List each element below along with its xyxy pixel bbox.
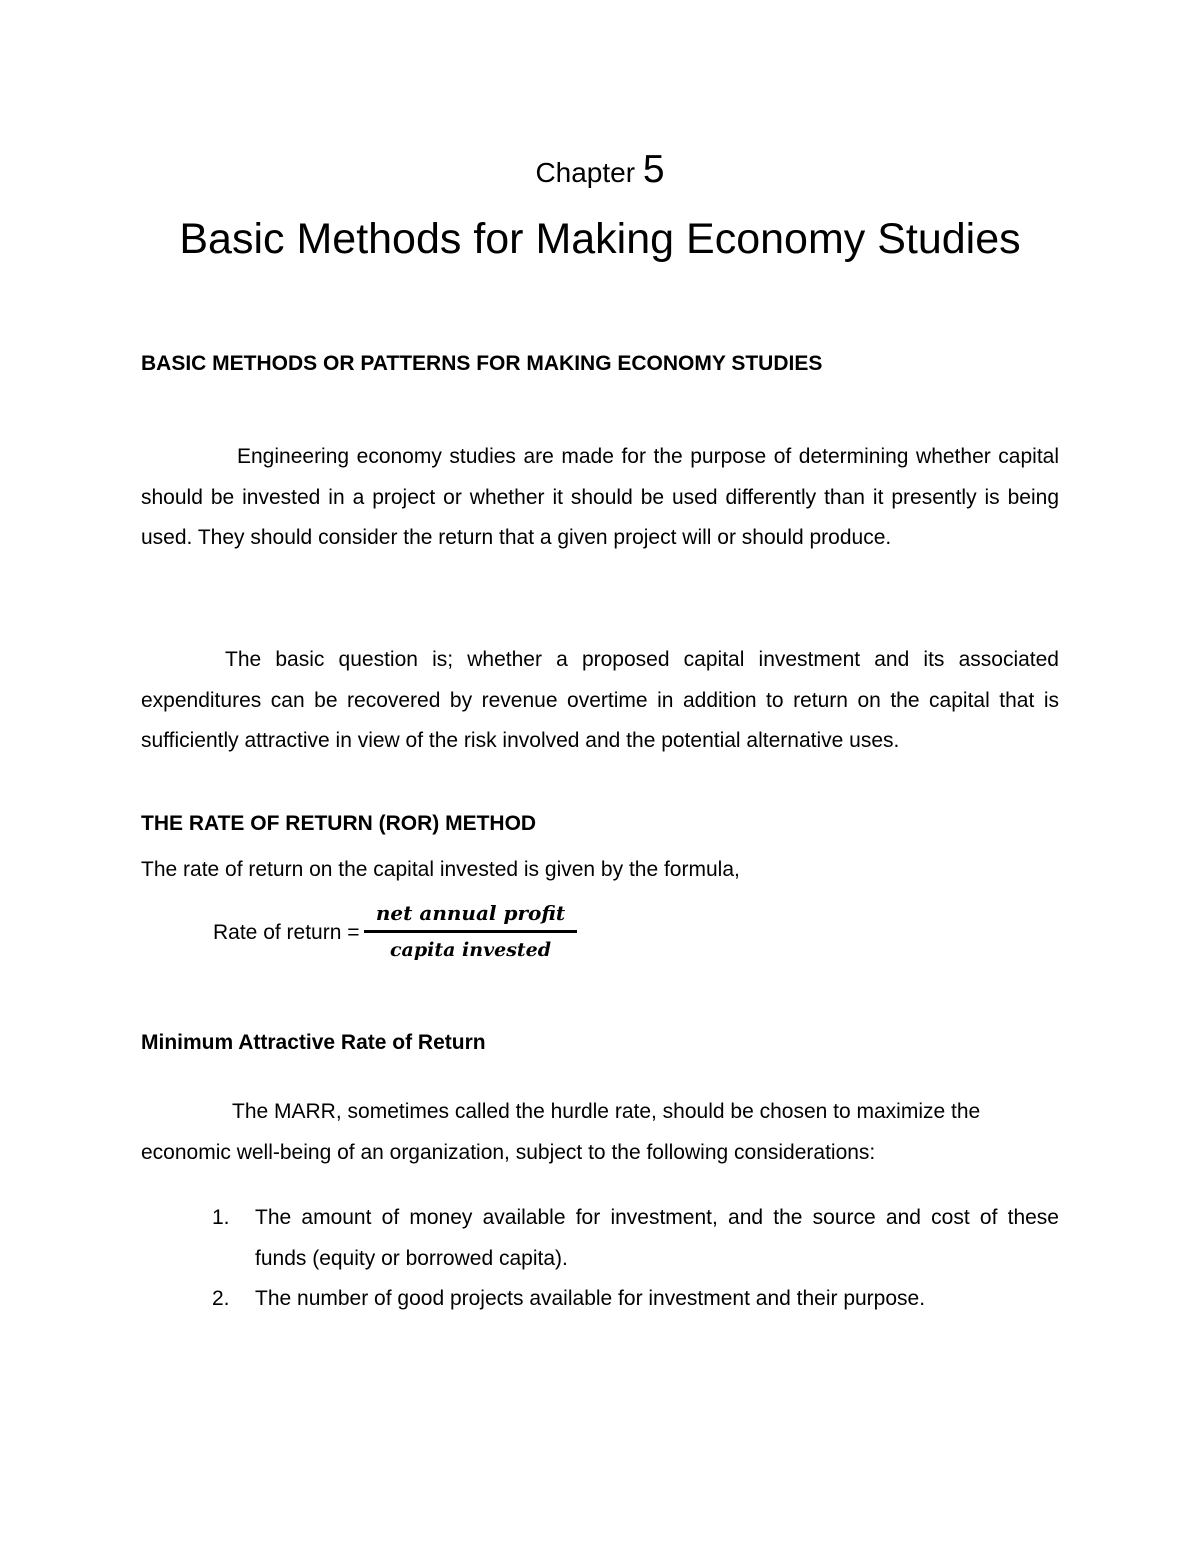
chapter-heading [0, 148, 1200, 195]
section-heading-marr: Minimum Attractive Rate of Return [141, 1031, 486, 1054]
paragraph-text: The MARR, sometimes called the hurdle rate, should be chosen to maximize the economic well-being of an organization, subject to the following considerations: [141, 1100, 981, 1164]
list-item [212, 1198, 1059, 1279]
formula-denominator: capita invested [389, 939, 552, 961]
list-item [212, 1279, 1059, 1320]
chapter-number: 5 [642, 148, 665, 191]
list-item-marker: 2. [212, 1287, 230, 1310]
paragraph-basic-question [141, 640, 1059, 762]
section-heading-basic-methods: BASIC METHODS OR PATTERNS FOR MAKING ECONOMY STUDIES [141, 352, 823, 375]
chapter-label: Chapter [535, 157, 636, 188]
page-title: Basic Methods for Making Economy Studies [179, 215, 1021, 263]
formula-label: Rate of return = [213, 921, 360, 944]
list-item-text: The number of good projects available for investment and their purpose. [255, 1287, 926, 1310]
paragraph-marr [141, 1092, 1041, 1173]
fraction-bar [364, 930, 577, 933]
paragraph-text: The basic question is; whether a proposed capital investment and its associated expenditures can be recovered by revenue overtime in addition to return on the capital that is sufficiently attractive in view of the risk involved and the potential alternative uses. [141, 648, 1059, 752]
formula-numerator: net annual profit [375, 901, 566, 925]
formula-intro: The rate of return on the capital invested is given by the formula, [141, 858, 740, 881]
rate-of-return-fraction [364, 900, 577, 963]
list-item-marker: 1. [212, 1206, 230, 1229]
list-item-text: The amount of money available for investment, and the source and cost of these funds (equity or borrowed capita). [255, 1206, 1059, 1270]
section-heading-ror-method: THE RATE OF RETURN (ROR) METHOD [141, 812, 537, 835]
paragraph-text: Engineering economy studies are made for the purpose of determining whether capital should be invested in a project or whether it should be used differently than it presently is being used. They should consider the return that a given project will or should produce. [141, 445, 1059, 549]
paragraph-engineering-economy [141, 437, 1059, 559]
